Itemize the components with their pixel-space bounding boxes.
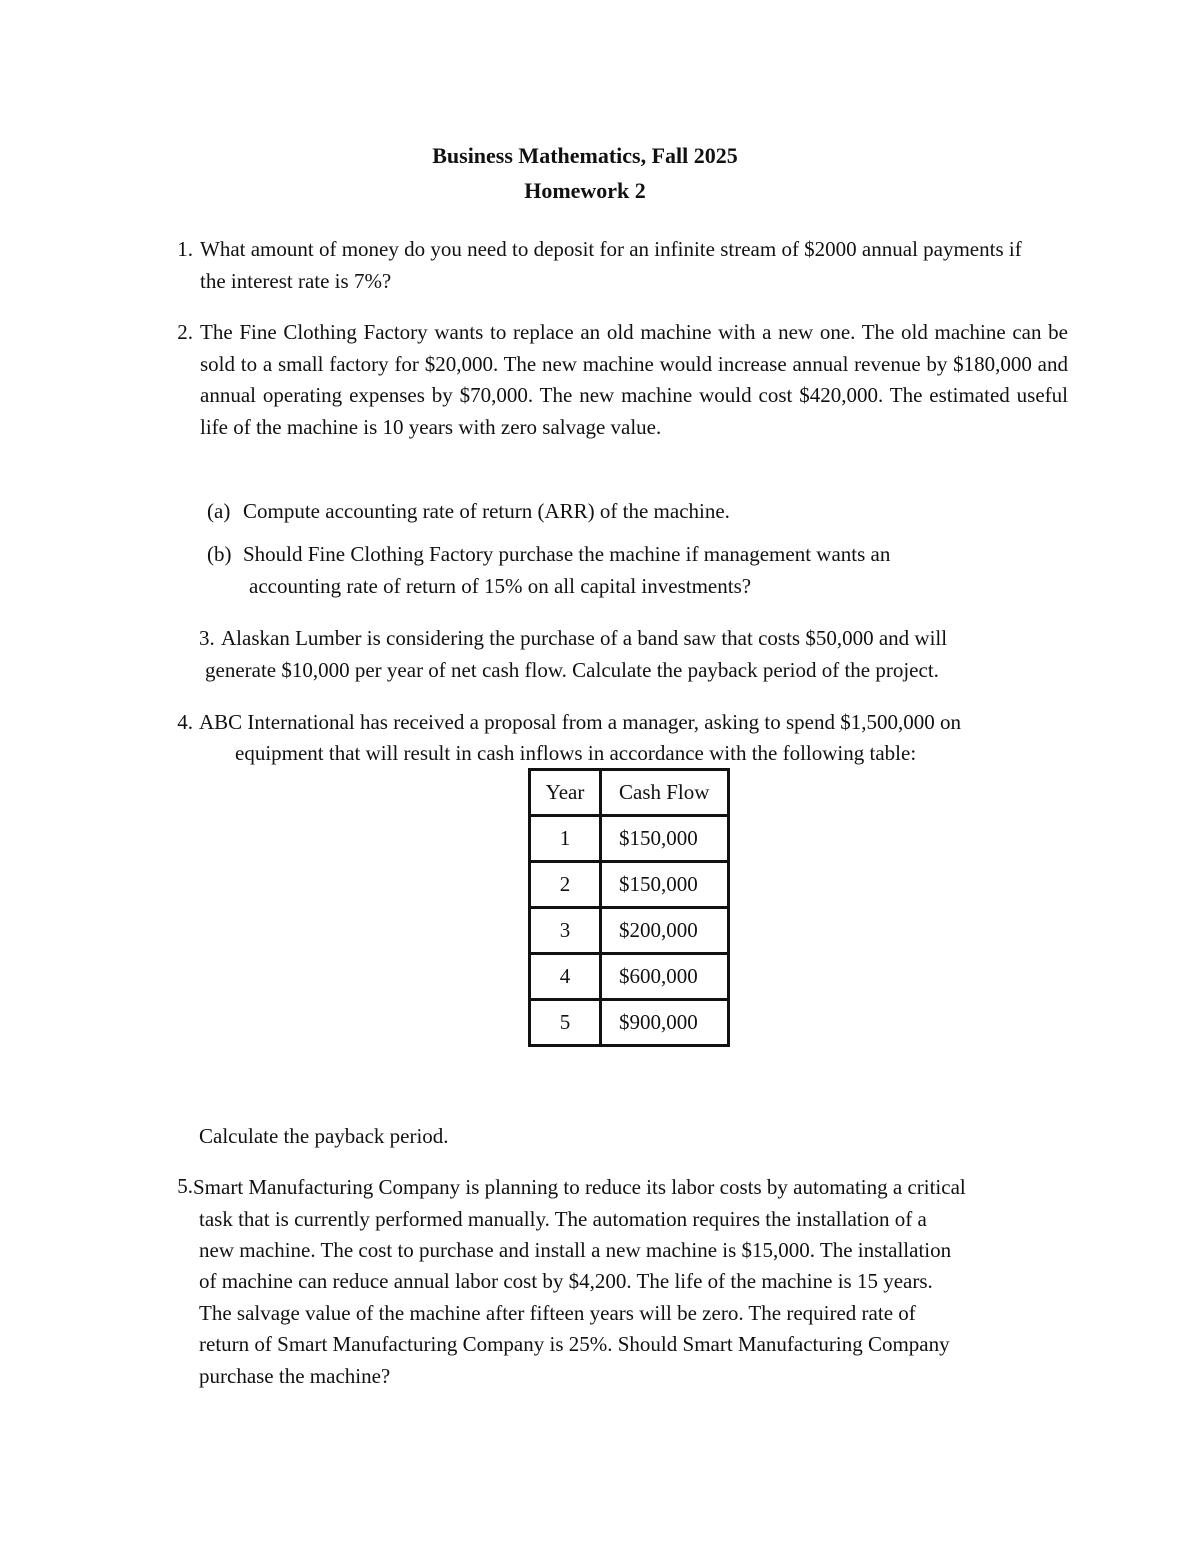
question-number: 5. <box>177 1174 193 1198</box>
question-text: The Fine Clothing Factory wants to replace an old machine with a new one. The old machine can be sold to a small factory for $20,000. The new machine would increase annual revenue by $180,000 and annual operating expenses by $70,000. The new machine would cost $420,000. The estimated useful life of the machine is 10 years with zero salvage value. <box>200 320 1068 439</box>
question-text-line: purchase the machine? <box>199 1364 391 1388</box>
question-text: What amount of money do you need to deposit for an infinite stream of $2000 annual payments if the interest rate is 7%? <box>200 237 1022 293</box>
question-text-line: The salvage value of the machine after fifteen years will be zero. The required rate of <box>199 1301 916 1325</box>
question-text-line: return of Smart Manufacturing Company is 25%. Should Smart Manufacturing Company <box>199 1332 950 1356</box>
year-cell: 5 <box>530 1000 601 1046</box>
assignment-title: Homework 2 <box>524 178 646 203</box>
cash-flow-cell: $200,000 <box>601 908 729 954</box>
question-number: 3. <box>199 626 215 650</box>
cash-flow-cell: $150,000 <box>601 816 729 862</box>
table-row <box>530 862 729 908</box>
question-text: Alaskan Lumber is considering the purchase of a band saw that costs $50,000 and will <box>221 626 948 650</box>
cash-flow-cell: $600,000 <box>601 954 729 1000</box>
part-label: (a) <box>207 499 231 523</box>
table-row <box>530 954 729 1000</box>
question-number: 4. <box>177 710 193 734</box>
table-row <box>530 816 729 862</box>
table-row <box>530 908 729 954</box>
question-text-line: of machine can reduce annual labor cost by $4,200. The life of the machine is 15 years. <box>199 1269 933 1293</box>
part-text-continued: accounting rate of return of 15% on all capital investments? <box>249 574 752 598</box>
cash-flow-table <box>528 768 730 1047</box>
year-cell: 1 <box>530 816 601 862</box>
question-text-continued: equipment that will result in cash inflows in accordance with the following table: <box>235 741 917 765</box>
column-header-year: Year <box>530 770 601 816</box>
year-cell: 3 <box>530 908 601 954</box>
course-title: Business Mathematics, Fall 2025 <box>432 143 738 168</box>
year-cell: 4 <box>530 954 601 1000</box>
question-number: 2. <box>177 320 193 344</box>
part-text: Should Fine Clothing Factory purchase the machine if management wants an <box>243 542 891 566</box>
question-text: ABC International has received a proposal from a manager, asking to spend $1,500,000 on <box>199 710 961 734</box>
year-cell: 2 <box>530 862 601 908</box>
cash-flow-cell: $150,000 <box>601 862 729 908</box>
question-text-line: new machine. The cost to purchase and install a new machine is $15,000. The installation <box>199 1238 952 1262</box>
question-text-line: task that is currently performed manually. The automation requires the installation of a <box>199 1207 927 1231</box>
table-row <box>530 1000 729 1046</box>
part-label: (b) <box>207 542 232 566</box>
part-text: Compute accounting rate of return (ARR) of the machine. <box>243 499 730 523</box>
table-header-row <box>530 770 729 816</box>
question-followup: Calculate the payback period. <box>199 1124 449 1148</box>
cash-flow-cell: $900,000 <box>601 1000 729 1046</box>
question-number: 1. <box>177 237 193 261</box>
question-text-continued: generate $10,000 per year of net cash flow. Calculate the payback period of the project. <box>205 658 939 682</box>
column-header-cash-flow: Cash Flow <box>601 770 729 816</box>
question-text-line: Smart Manufacturing Company is planning to reduce its labor costs by automating a critical <box>193 1175 966 1199</box>
